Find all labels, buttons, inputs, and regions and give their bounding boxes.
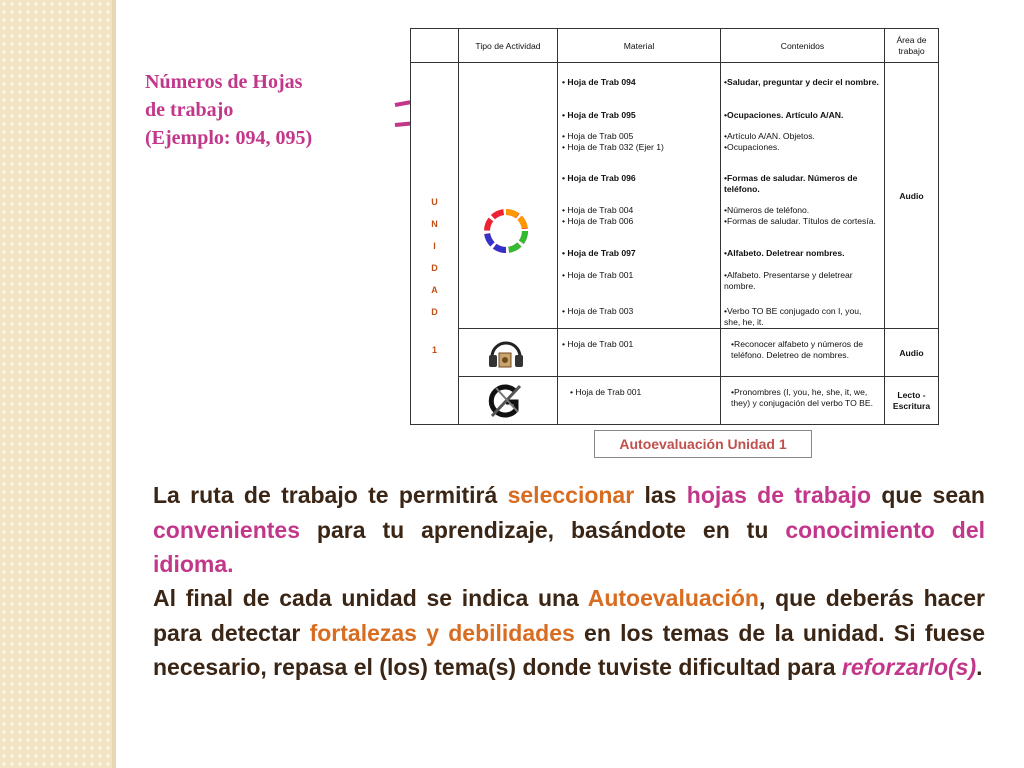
material-004: Hoja de Trab 004 <box>567 205 634 215</box>
paragraph-work-route: La ruta de trabajo te permitirá seleccionar las hojas de trabajo que sean convenientes para tu aprendizaje, basándote en tu conocimiento del idioma. <box>153 482 986 577</box>
unit-letter: U <box>431 197 438 207</box>
highlight-convenientes: convenientes <box>153 516 300 543</box>
unit-letter: A <box>431 285 438 295</box>
highlight-hojas: hojas de trabajo <box>686 482 872 508</box>
unit-letter: D <box>431 263 438 273</box>
content-item: •Números de teléfono. <box>724 205 810 215</box>
unit-letters <box>411 191 458 361</box>
material-096: Hoja de Trab 096 <box>567 173 636 183</box>
material-item: • Hoja de Trab 001 <box>570 387 642 397</box>
area-row3-line2: Escritura <box>892 400 931 411</box>
material-item: • Hoja de Trab 001 <box>562 339 634 349</box>
material-006: Hoja de Trab 006 <box>567 216 634 226</box>
content-item: •Formas de saludar. Títulos de cortesía. <box>724 216 876 226</box>
material-item: • Hoja de Trab 003 <box>562 306 634 316</box>
content-item: •Alfabeto. Deletrear nombres. <box>724 248 845 258</box>
note-line-1: Números de Hojas <box>145 71 303 93</box>
autoevaluation-box: Autoevaluación Unidad 1 <box>594 430 812 458</box>
header-area-line1: Área de <box>896 34 927 45</box>
material-095: Hoja de Trab 095 <box>567 110 636 120</box>
header-tipo: Tipo de Actividad <box>459 29 558 63</box>
color-wheel-icon <box>484 209 528 253</box>
unit-letter: N <box>431 219 438 229</box>
contents-cell-row3 <box>721 377 885 425</box>
material-094: Hoja de Trab 094 <box>567 77 636 87</box>
material-item: • Hoja de Trab 096 <box>562 173 636 183</box>
highlight-reforzarlo: reforzarlo(s) <box>841 654 977 680</box>
content-item: •Ocupaciones. <box>724 142 780 152</box>
material-cell-row1 <box>558 63 721 329</box>
material-item: • Hoja de Trab 004 <box>562 205 634 215</box>
material-row3: Hoja de Trab 001 <box>575 387 642 397</box>
unit-label-cell <box>411 63 459 425</box>
area-cell-row2: Audio <box>885 329 939 377</box>
unit-letter: I <box>433 241 436 251</box>
material-item: • Hoja de Trab 001 <box>562 270 634 280</box>
material-097: Hoja de Trab 097 <box>567 248 636 258</box>
unit-plan-table <box>410 28 939 425</box>
highlight-seleccionar: seleccionar <box>507 482 635 508</box>
content-item: •Saludar, preguntar y decir el nombre. <box>724 77 879 87</box>
material-item: • Hoja de Trab 097 <box>562 248 636 258</box>
unit-letter: 1 <box>431 345 437 355</box>
material-item: • Hoja de Trab 006 <box>562 216 634 226</box>
headphones-icon <box>486 335 526 371</box>
note-line-3: (Ejemplo: 094, 095) <box>145 127 313 149</box>
activity-type-listening <box>459 329 558 377</box>
material-item: • Hoja de Trab 032 (Ejer 1) <box>562 142 664 152</box>
note-line-2: de trabajo <box>145 99 234 121</box>
area-cell-row3 <box>885 377 939 425</box>
material-001: Hoja de Trab 001 <box>567 270 634 280</box>
material-003: Hoja de Trab 003 <box>567 306 634 316</box>
activity-type-writing <box>459 377 558 425</box>
material-row2: Hoja de Trab 001 <box>567 339 634 349</box>
content-item: •Ocupaciones. Artículo A/AN. <box>724 110 844 120</box>
material-item: • Hoja de Trab 005 <box>562 131 634 141</box>
header-blank <box>411 29 459 63</box>
content-item: •Artículo A/AN. Objetos. <box>724 131 815 141</box>
material-item: • Hoja de Trab 094 <box>562 77 636 87</box>
highlight-autoevaluacion: Autoevaluación <box>587 585 759 611</box>
header-contenidos: Contenidos <box>721 29 885 63</box>
highlight-conocimiento: conocimiento del idioma. <box>153 516 986 577</box>
unit-letter: D <box>431 307 438 317</box>
contents-cell-row1 <box>721 63 885 329</box>
content-item: •Pronombres (I, you, he, she, it, we, they) y conjugación del verbo TO BE. <box>731 387 874 408</box>
paragraph-self-assessment: Al final de cada unidad se indica una Autoevaluación, que deberás hacer para detectar fortalezas y debilidades en los temas de la unidad. Si fuese necesario, repasa el (los) tema(s) donde tuviste dificultad para reforzarlo(s). <box>153 585 985 680</box>
area-row3-line1: Lecto - <box>897 389 926 400</box>
material-005: Hoja de Trab 005 <box>567 131 634 141</box>
material-cell-row3 <box>558 377 721 425</box>
material-032: Hoja de Trab 032 (Ejer 1) <box>567 142 664 152</box>
header-material: Material <box>558 29 721 63</box>
highlight-fortalezas: fortalezas y debilidades <box>309 619 575 646</box>
content-item: •Verbo TO BE conjugado con I, you, she, he, it. <box>724 306 862 327</box>
material-cell-row2 <box>558 329 721 377</box>
material-item: • Hoja de Trab 095 <box>562 110 636 120</box>
header-area-line2: trabajo <box>898 45 925 56</box>
content-item: •Alfabeto. Presentarse y deletrear nombre. <box>724 270 853 291</box>
contents-cell-row2 <box>721 329 885 377</box>
writing-icon <box>486 382 526 420</box>
activity-type-speaking <box>459 63 558 329</box>
content-item: •Reconocer alfabeto y números de teléfono. Deletreo de nombres. <box>731 339 863 360</box>
header-area <box>885 29 939 63</box>
content-item: •Formas de saludar. Números de teléfono. <box>724 173 858 194</box>
area-cell-row1: Audio <box>885 63 939 329</box>
